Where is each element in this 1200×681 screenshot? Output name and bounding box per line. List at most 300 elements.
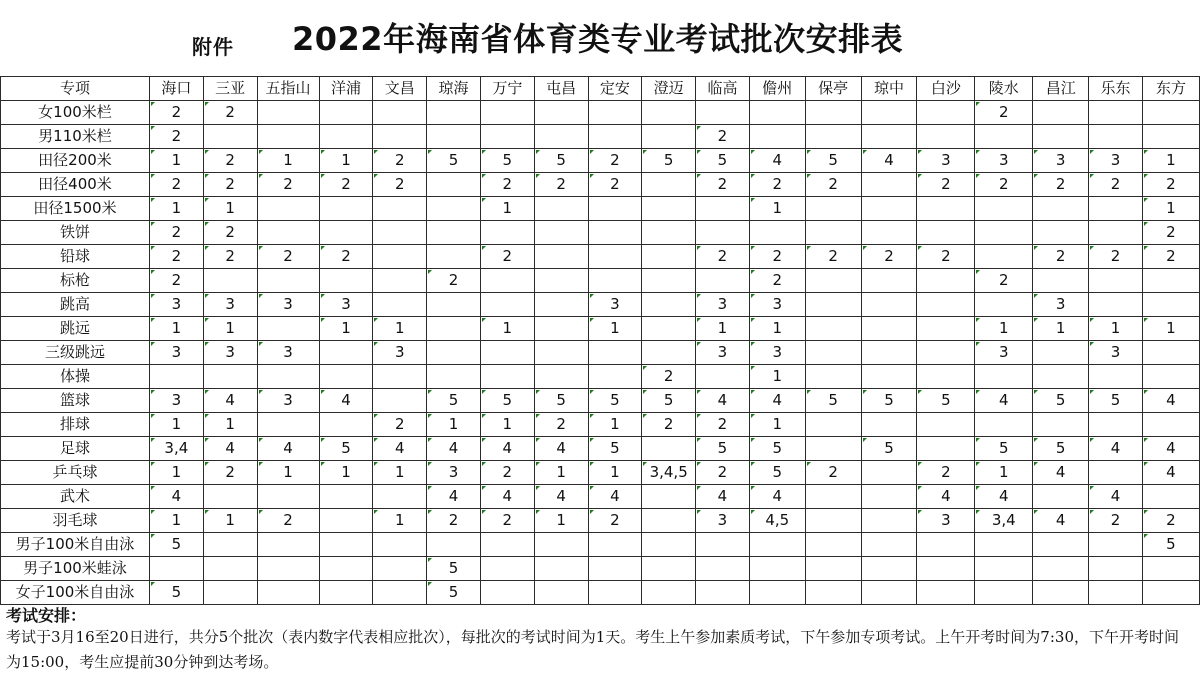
table-cell: 2 bbox=[805, 245, 861, 269]
header-region: 东方 bbox=[1142, 77, 1199, 101]
table-cell: 1 bbox=[588, 317, 642, 341]
table-cell bbox=[975, 197, 1033, 221]
table-cell bbox=[149, 557, 203, 581]
table-cell: 3 bbox=[373, 341, 427, 365]
table-cell: 1 bbox=[203, 413, 257, 437]
table-cell: 1 bbox=[319, 149, 373, 173]
table-cell bbox=[749, 557, 805, 581]
table-cell: 2 bbox=[917, 461, 975, 485]
table-cell: 4 bbox=[534, 437, 588, 461]
table-cell bbox=[480, 293, 534, 317]
table-cell bbox=[480, 221, 534, 245]
row-label: 铁饼 bbox=[1, 221, 150, 245]
table-cell bbox=[373, 269, 427, 293]
table-cell bbox=[642, 485, 696, 509]
table-cell bbox=[319, 413, 373, 437]
attachment-label: 附件 bbox=[192, 35, 234, 59]
table-cell: 2 bbox=[427, 269, 481, 293]
table-cell: 2 bbox=[1142, 173, 1199, 197]
table-cell: 5 bbox=[588, 437, 642, 461]
table-cell: 2 bbox=[642, 365, 696, 389]
table-cell: 1 bbox=[480, 197, 534, 221]
row-label: 跳高 bbox=[1, 293, 150, 317]
table-cell bbox=[373, 389, 427, 413]
table-cell: 2 bbox=[1089, 509, 1143, 533]
table-row bbox=[1, 197, 1200, 221]
table-cell bbox=[203, 269, 257, 293]
table-cell bbox=[642, 125, 696, 149]
table-cell bbox=[642, 581, 696, 605]
table-cell bbox=[696, 101, 750, 125]
table-cell: 5 bbox=[480, 389, 534, 413]
header-region: 昌江 bbox=[1033, 77, 1089, 101]
table-cell bbox=[319, 509, 373, 533]
table-cell bbox=[534, 269, 588, 293]
notes-body: 考试于3月16至20日进行，共分5个批次（表内数字代表相应批次），每批次的考试时间为1天。考生上午参加素质考试，下午参加专项考试。上午开考时间为7:30，下午开考时间为15:00，考生应提前30分钟到达考场。 bbox=[6, 628, 1179, 671]
table-cell: 3 bbox=[203, 341, 257, 365]
table-cell: 1 bbox=[257, 461, 319, 485]
table-cell: 1 bbox=[149, 413, 203, 437]
table-cell bbox=[427, 221, 481, 245]
row-label: 足球 bbox=[1, 437, 150, 461]
table-cell: 2 bbox=[861, 245, 917, 269]
row-label: 乒乓球 bbox=[1, 461, 150, 485]
table-cell bbox=[917, 557, 975, 581]
header-item: 专项 bbox=[1, 77, 150, 101]
table-cell: 5 bbox=[1142, 533, 1199, 557]
table-cell: 5 bbox=[480, 149, 534, 173]
table-cell bbox=[373, 365, 427, 389]
table-cell bbox=[534, 317, 588, 341]
table-cell bbox=[427, 341, 481, 365]
table-cell bbox=[1089, 101, 1143, 125]
table-cell bbox=[427, 533, 481, 557]
table-cell bbox=[588, 557, 642, 581]
table-cell: 1 bbox=[975, 317, 1033, 341]
table-cell bbox=[805, 533, 861, 557]
table-cell: 2 bbox=[149, 221, 203, 245]
table-cell bbox=[319, 485, 373, 509]
table-cell: 2 bbox=[1033, 173, 1089, 197]
table-cell bbox=[373, 125, 427, 149]
table-cell bbox=[917, 533, 975, 557]
table-cell bbox=[257, 221, 319, 245]
table-cell bbox=[642, 245, 696, 269]
table-cell: 1 bbox=[534, 509, 588, 533]
table-cell bbox=[427, 125, 481, 149]
table-cell bbox=[696, 533, 750, 557]
table-cell bbox=[975, 125, 1033, 149]
table-cell bbox=[373, 533, 427, 557]
table-cell bbox=[861, 509, 917, 533]
table-cell bbox=[805, 125, 861, 149]
table-cell: 5 bbox=[534, 389, 588, 413]
table-cell: 1 bbox=[975, 461, 1033, 485]
table-cell bbox=[861, 101, 917, 125]
table-cell: 2 bbox=[373, 173, 427, 197]
table-cell bbox=[975, 245, 1033, 269]
table-wrap bbox=[0, 76, 1200, 605]
table-cell bbox=[1033, 197, 1089, 221]
table-cell bbox=[534, 125, 588, 149]
row-label: 羽毛球 bbox=[1, 509, 150, 533]
table-cell bbox=[917, 293, 975, 317]
header-region: 文昌 bbox=[373, 77, 427, 101]
row-label: 田径200米 bbox=[1, 149, 150, 173]
table-row bbox=[1, 149, 1200, 173]
table-cell: 4 bbox=[319, 389, 373, 413]
table-cell: 3 bbox=[427, 461, 481, 485]
table-cell bbox=[749, 581, 805, 605]
table-cell bbox=[805, 437, 861, 461]
table-cell: 2 bbox=[480, 461, 534, 485]
table-cell bbox=[588, 197, 642, 221]
row-label: 男子100米自由泳 bbox=[1, 533, 150, 557]
table-cell bbox=[588, 341, 642, 365]
table-cell bbox=[861, 173, 917, 197]
table-cell: 4 bbox=[749, 149, 805, 173]
table-cell bbox=[1142, 557, 1199, 581]
table-cell bbox=[319, 533, 373, 557]
table-cell bbox=[642, 341, 696, 365]
table-cell bbox=[427, 173, 481, 197]
table-cell bbox=[861, 413, 917, 437]
table-cell bbox=[805, 413, 861, 437]
table-row bbox=[1, 389, 1200, 413]
table-cell bbox=[480, 365, 534, 389]
table-cell bbox=[427, 245, 481, 269]
table-row bbox=[1, 221, 1200, 245]
header-region: 万宁 bbox=[480, 77, 534, 101]
table-cell: 2 bbox=[696, 173, 750, 197]
table-row bbox=[1, 269, 1200, 293]
table-cell: 2 bbox=[588, 509, 642, 533]
table-cell bbox=[1033, 581, 1089, 605]
table-cell bbox=[1142, 101, 1199, 125]
table-cell bbox=[534, 101, 588, 125]
table-cell: 5 bbox=[696, 437, 750, 461]
table-cell: 3 bbox=[257, 389, 319, 413]
table-cell bbox=[1142, 581, 1199, 605]
table-cell: 2 bbox=[373, 149, 427, 173]
table-cell bbox=[975, 293, 1033, 317]
header-region: 乐东 bbox=[1089, 77, 1143, 101]
table-cell: 3 bbox=[149, 341, 203, 365]
table-cell bbox=[861, 581, 917, 605]
table-cell bbox=[203, 485, 257, 509]
table-cell: 3 bbox=[1089, 341, 1143, 365]
table-cell bbox=[861, 125, 917, 149]
table-cell: 4 bbox=[1142, 389, 1199, 413]
table-cell bbox=[861, 221, 917, 245]
table-cell bbox=[257, 317, 319, 341]
table-cell bbox=[1089, 581, 1143, 605]
row-label: 女100米栏 bbox=[1, 101, 150, 125]
table-cell bbox=[257, 413, 319, 437]
header-row bbox=[1, 77, 1200, 101]
table-cell: 4 bbox=[1033, 461, 1089, 485]
table-cell bbox=[975, 581, 1033, 605]
row-label: 三级跳远 bbox=[1, 341, 150, 365]
table-cell bbox=[805, 509, 861, 533]
table-cell: 3 bbox=[1033, 149, 1089, 173]
header-region: 五指山 bbox=[257, 77, 319, 101]
table-cell bbox=[642, 293, 696, 317]
table-cell: 2 bbox=[203, 221, 257, 245]
table-row bbox=[1, 413, 1200, 437]
table-row bbox=[1, 125, 1200, 149]
table-cell bbox=[319, 221, 373, 245]
table-cell bbox=[805, 269, 861, 293]
table-cell: 2 bbox=[975, 101, 1033, 125]
table-cell: 1 bbox=[1142, 149, 1199, 173]
table-cell: 3 bbox=[319, 293, 373, 317]
table-cell: 1 bbox=[1089, 317, 1143, 341]
table-cell: 2 bbox=[203, 101, 257, 125]
table-cell: 4 bbox=[427, 485, 481, 509]
table-cell bbox=[1142, 341, 1199, 365]
table-cell bbox=[588, 221, 642, 245]
table-cell: 3 bbox=[696, 341, 750, 365]
table-cell bbox=[805, 365, 861, 389]
table-cell bbox=[588, 101, 642, 125]
table-cell bbox=[861, 269, 917, 293]
header-region: 澄迈 bbox=[642, 77, 696, 101]
header-region: 琼中 bbox=[861, 77, 917, 101]
table-cell bbox=[749, 125, 805, 149]
table-cell: 1 bbox=[149, 509, 203, 533]
table-cell: 1 bbox=[257, 149, 319, 173]
table-cell bbox=[805, 197, 861, 221]
table-cell: 2 bbox=[149, 269, 203, 293]
table-cell bbox=[588, 533, 642, 557]
header-region: 白沙 bbox=[917, 77, 975, 101]
table-cell bbox=[642, 557, 696, 581]
row-label: 排球 bbox=[1, 413, 150, 437]
table-cell bbox=[1089, 413, 1143, 437]
table-cell: 4 bbox=[917, 485, 975, 509]
table-cell: 2 bbox=[805, 173, 861, 197]
table-cell bbox=[427, 317, 481, 341]
row-label: 田径400米 bbox=[1, 173, 150, 197]
table-cell bbox=[1089, 557, 1143, 581]
table-cell bbox=[480, 269, 534, 293]
table-cell: 4 bbox=[1089, 437, 1143, 461]
table-cell bbox=[534, 197, 588, 221]
table-cell: 1 bbox=[149, 197, 203, 221]
table-cell bbox=[917, 581, 975, 605]
table-cell bbox=[642, 269, 696, 293]
table-cell bbox=[203, 581, 257, 605]
table-cell: 5 bbox=[427, 149, 481, 173]
table-cell bbox=[373, 245, 427, 269]
table-cell bbox=[534, 533, 588, 557]
table-cell bbox=[427, 101, 481, 125]
table-cell bbox=[1142, 293, 1199, 317]
table-cell bbox=[373, 221, 427, 245]
table-cell bbox=[319, 341, 373, 365]
table-cell: 1 bbox=[749, 413, 805, 437]
table-cell: 2 bbox=[696, 413, 750, 437]
row-label: 武术 bbox=[1, 485, 150, 509]
table-cell: 2 bbox=[749, 173, 805, 197]
table-cell: 1 bbox=[749, 365, 805, 389]
table-cell bbox=[1089, 365, 1143, 389]
table-cell bbox=[642, 173, 696, 197]
table-cell bbox=[642, 221, 696, 245]
table-cell: 1 bbox=[588, 413, 642, 437]
table-cell: 5 bbox=[427, 581, 481, 605]
table-cell bbox=[861, 365, 917, 389]
table-cell bbox=[257, 557, 319, 581]
table-cell bbox=[1142, 413, 1199, 437]
table-cell: 4 bbox=[203, 389, 257, 413]
table-cell: 1 bbox=[373, 317, 427, 341]
table-cell bbox=[427, 365, 481, 389]
header-region: 琼海 bbox=[427, 77, 481, 101]
table-cell bbox=[1089, 197, 1143, 221]
table-cell: 5 bbox=[319, 437, 373, 461]
table-cell: 5 bbox=[1033, 437, 1089, 461]
table-cell bbox=[257, 365, 319, 389]
table-cell: 5 bbox=[749, 461, 805, 485]
table-cell bbox=[861, 533, 917, 557]
row-label: 篮球 bbox=[1, 389, 150, 413]
table-cell bbox=[480, 125, 534, 149]
table-cell: 3 bbox=[696, 509, 750, 533]
schedule-table bbox=[0, 76, 1200, 605]
table-cell: 4 bbox=[588, 485, 642, 509]
table-cell bbox=[1033, 101, 1089, 125]
table-cell: 3 bbox=[257, 341, 319, 365]
table-cell bbox=[975, 557, 1033, 581]
table-cell: 3 bbox=[696, 293, 750, 317]
table-cell: 2 bbox=[203, 461, 257, 485]
table-cell bbox=[805, 581, 861, 605]
table-cell bbox=[203, 365, 257, 389]
table-cell: 4,5 bbox=[749, 509, 805, 533]
table-cell: 5 bbox=[861, 389, 917, 413]
row-label: 跳远 bbox=[1, 317, 150, 341]
table-cell: 2 bbox=[1033, 245, 1089, 269]
table-row bbox=[1, 437, 1200, 461]
table-cell: 3 bbox=[975, 149, 1033, 173]
table-cell: 2 bbox=[427, 509, 481, 533]
table-cell bbox=[319, 269, 373, 293]
table-cell: 2 bbox=[696, 245, 750, 269]
table-cell bbox=[975, 413, 1033, 437]
table-cell bbox=[861, 485, 917, 509]
table-cell bbox=[805, 317, 861, 341]
table-cell: 3 bbox=[1089, 149, 1143, 173]
table-cell: 5 bbox=[149, 533, 203, 557]
table-cell bbox=[1089, 125, 1143, 149]
table-cell: 3,4,5 bbox=[642, 461, 696, 485]
table-cell: 2 bbox=[203, 245, 257, 269]
table-cell: 5 bbox=[1033, 389, 1089, 413]
row-label: 男110米栏 bbox=[1, 125, 150, 149]
header-region: 三亚 bbox=[203, 77, 257, 101]
table-cell bbox=[257, 581, 319, 605]
table-cell: 1 bbox=[588, 461, 642, 485]
table-cell bbox=[1033, 557, 1089, 581]
table-row bbox=[1, 509, 1200, 533]
table-cell bbox=[917, 341, 975, 365]
table-cell bbox=[861, 293, 917, 317]
table-cell bbox=[805, 557, 861, 581]
table-cell bbox=[588, 365, 642, 389]
table-cell: 3 bbox=[749, 341, 805, 365]
table-cell: 1 bbox=[203, 197, 257, 221]
table-cell bbox=[373, 581, 427, 605]
table-cell: 2 bbox=[1089, 245, 1143, 269]
table-cell: 2 bbox=[480, 245, 534, 269]
table-cell bbox=[1089, 269, 1143, 293]
row-label: 铅球 bbox=[1, 245, 150, 269]
table-cell bbox=[1033, 221, 1089, 245]
table-cell: 4 bbox=[257, 437, 319, 461]
table-cell: 3 bbox=[149, 389, 203, 413]
table-cell: 1 bbox=[749, 317, 805, 341]
table-cell bbox=[588, 269, 642, 293]
table-cell: 4 bbox=[373, 437, 427, 461]
table-cell: 2 bbox=[203, 173, 257, 197]
table-cell: 5 bbox=[805, 149, 861, 173]
table-cell: 2 bbox=[696, 125, 750, 149]
table-cell: 1 bbox=[749, 197, 805, 221]
table-cell: 2 bbox=[373, 413, 427, 437]
table-row bbox=[1, 533, 1200, 557]
table-cell: 5 bbox=[588, 389, 642, 413]
table-cell bbox=[805, 101, 861, 125]
table-cell: 5 bbox=[149, 581, 203, 605]
table-cell: 2 bbox=[749, 245, 805, 269]
table-cell bbox=[257, 101, 319, 125]
table-cell bbox=[642, 509, 696, 533]
table-cell bbox=[1033, 125, 1089, 149]
row-label: 田径1500米 bbox=[1, 197, 150, 221]
table-row bbox=[1, 461, 1200, 485]
table-cell bbox=[203, 125, 257, 149]
table-row bbox=[1, 293, 1200, 317]
table-cell bbox=[917, 221, 975, 245]
table-cell: 4 bbox=[1033, 509, 1089, 533]
table-cell bbox=[1142, 125, 1199, 149]
table-cell bbox=[917, 317, 975, 341]
table-cell bbox=[696, 365, 750, 389]
table-cell: 3,4 bbox=[149, 437, 203, 461]
table-cell: 2 bbox=[480, 173, 534, 197]
table-cell: 2 bbox=[588, 149, 642, 173]
table-cell bbox=[427, 197, 481, 221]
table-cell bbox=[480, 557, 534, 581]
table-row bbox=[1, 581, 1200, 605]
table-cell: 3,4 bbox=[975, 509, 1033, 533]
table-cell: 1 bbox=[319, 461, 373, 485]
table-cell bbox=[975, 365, 1033, 389]
table-cell: 2 bbox=[203, 149, 257, 173]
table-cell: 1 bbox=[203, 509, 257, 533]
table-cell bbox=[1033, 365, 1089, 389]
table-cell: 1 bbox=[149, 317, 203, 341]
table-cell: 1 bbox=[534, 461, 588, 485]
table-cell bbox=[480, 101, 534, 125]
table-cell bbox=[861, 461, 917, 485]
table-cell bbox=[373, 293, 427, 317]
table-cell bbox=[373, 485, 427, 509]
table-cell bbox=[588, 245, 642, 269]
table-cell bbox=[642, 101, 696, 125]
